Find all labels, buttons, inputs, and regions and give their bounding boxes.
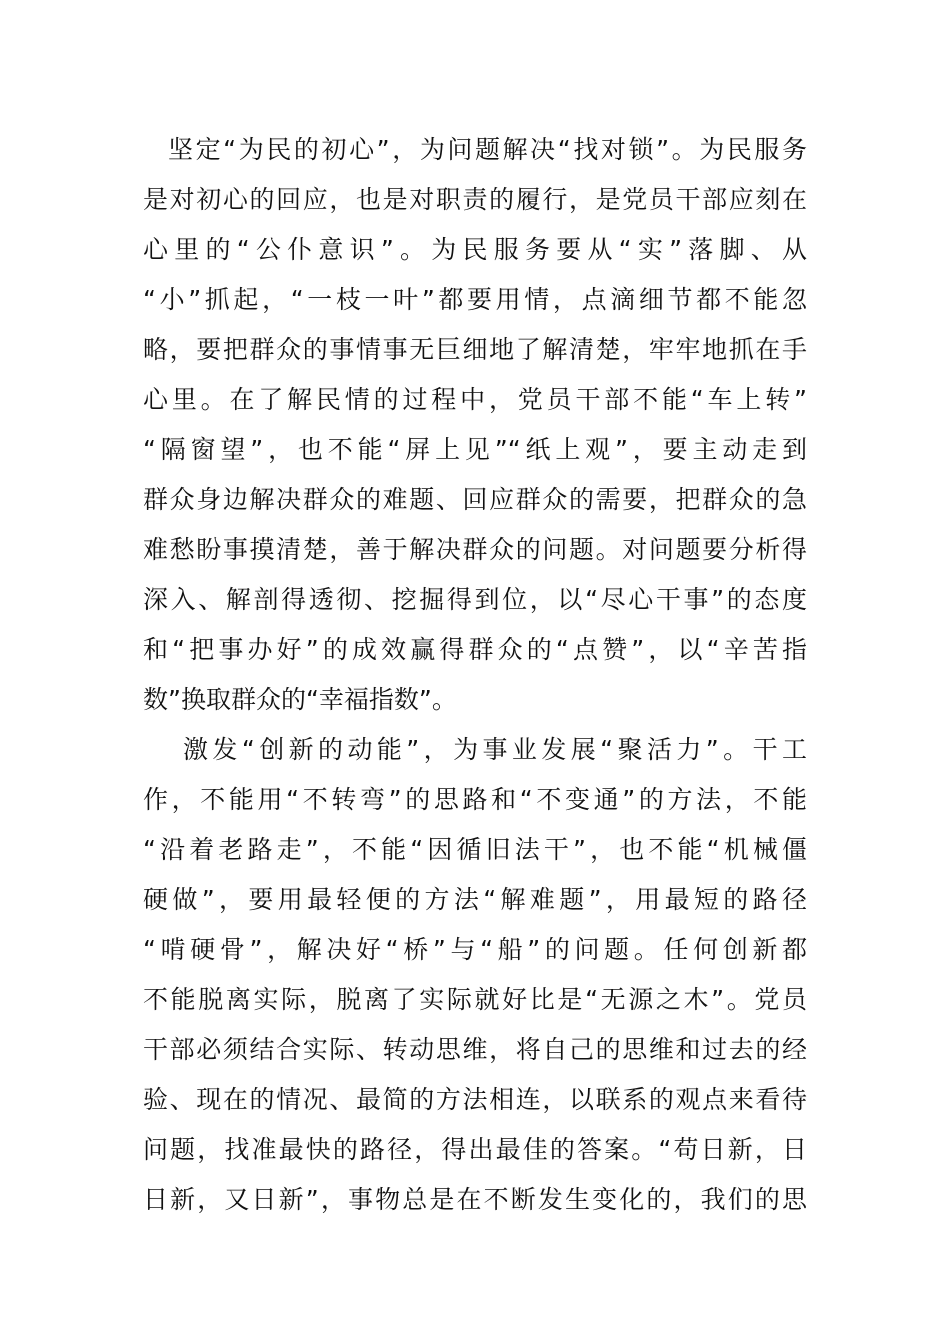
paragraph-line: “啃硬骨”，解决好“桥”与“船”的问题。任何创新都 <box>143 935 807 964</box>
document-body <box>143 125 807 1225</box>
paragraph-line: “隔窗望”，也不能“屏上见”“纸上观”，要主动走到 <box>143 435 807 464</box>
paragraph-1 <box>143 125 807 725</box>
paragraph-line: 深入、解剖得透彻、挖掘得到位，以“尽心干事”的态度 <box>143 585 807 614</box>
paragraph-line: 群众身边解决群众的难题、回应群众的需要，把群众的急 <box>143 485 807 514</box>
paragraph-line: 和“把事办好”的成效赢得群众的“点赞”，以“辛苦指 <box>143 635 807 664</box>
paragraph-line: 略，要把群众的事情事无巨细地了解清楚，牢牢地抓在手 <box>143 335 807 364</box>
paragraph-line: 作，不能用“不转弯”的思路和“不变通”的方法，不能 <box>143 785 807 814</box>
paragraph-line: 干部必须结合实际、转动思维，将自己的思维和过去的经 <box>143 1035 807 1064</box>
paragraph-line: 数”换取群众的“幸福指数”。 <box>143 685 457 714</box>
paragraph-line: “小”抓起，“一枝一叶”都要用情，点滴细节都不能忽 <box>143 285 807 314</box>
paragraph-line: 日新，又日新”，事物总是在不断发生变化的，我们的思 <box>143 1185 807 1214</box>
paragraph-line: 不能脱离实际，脱离了实际就好比是“无源之木”。党员 <box>143 985 807 1014</box>
paragraph-line: 心里。在了解民情的过程中，党员干部不能“车上转” <box>143 385 807 414</box>
paragraph-line: 难愁盼事摸清楚，善于解决群众的问题。对问题要分析得 <box>143 535 807 564</box>
paragraph-line: 验、现在的情况、最简的方法相连，以联系的观点来看待 <box>143 1085 807 1114</box>
paragraph-line: “沿着老路走”，不能“因循旧法干”，也不能“机械僵 <box>143 835 807 864</box>
paragraph-line: 心里的“公仆意识”。为民服务要从“实”落脚、从 <box>143 235 807 264</box>
paragraph-line: 是对初心的回应，也是对职责的履行，是党员干部应刻在 <box>143 185 807 214</box>
paragraph-line: 坚定“为民的初心”，为问题解决“找对锁”。为民服务 <box>168 135 807 164</box>
paragraph-line: 激发“创新的动能”，为事业发展“聚活力”。干工 <box>183 735 807 764</box>
paragraph-line: 硬做”，要用最轻便的方法“解难题”，用最短的路径 <box>143 885 807 914</box>
paragraph-line: 问题，找准最快的路径，得出最佳的答案。“苟日新，日 <box>143 1135 807 1164</box>
paragraph-2 <box>143 725 807 1225</box>
